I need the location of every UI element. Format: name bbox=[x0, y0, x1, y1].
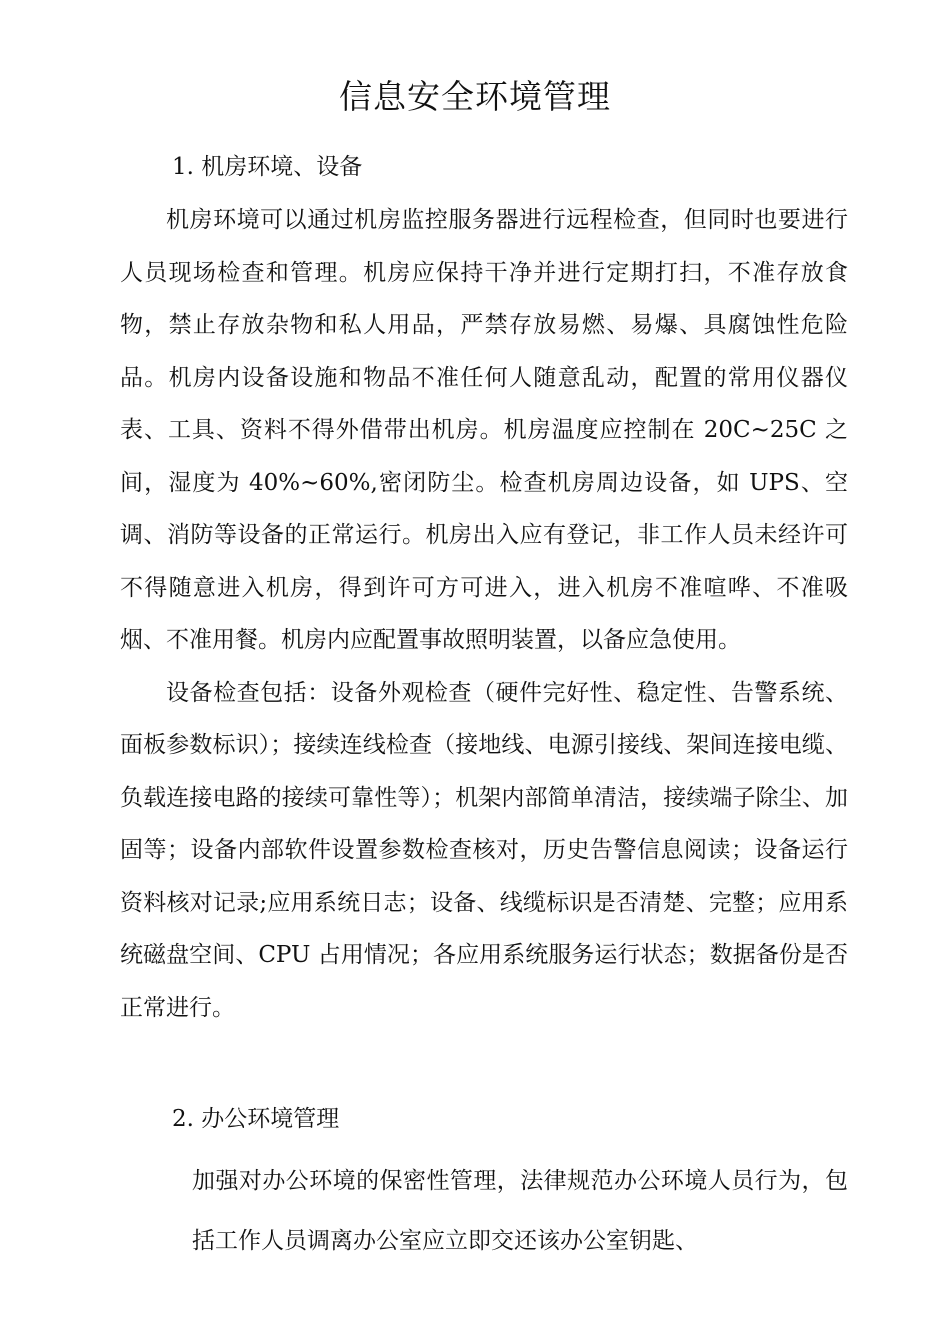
section-1-body bbox=[120, 194, 848, 1034]
document-title: 信息安全环境管理 bbox=[339, 77, 611, 116]
paragraph-machine-room: 机房环境可以通过机房监控服务器进行远程检查，但同时也要进行人员现场检查和管理。机房应保持干净并进行定期打扫，不准存放食物，禁止存放杂物和私人用品，严禁存放易燃、易爆、具腐蚀性危险品。机房内设备设施和物品不准任何人随意乱动，配置的常用仪器仪表、工具、资料不得外借带出机房。机房温度应控制在 20C~25C 之间，湿度为 40%~60%,密闭防尘。检查机房周边设备，如 UPS、空调、消防等设备的正常运行。机房出入应有登记，非工作人员未经许可不得随意进入机房，得到许可方可进入，进入机房不准喧哗、不准吸烟、不准用餐。机房内应配置事故照明装置，以备应急使用。 bbox=[120, 207, 848, 653]
section-heading-2: 2. 办公环境管理 bbox=[172, 1106, 340, 1132]
section-heading-1: 1. 机房环境、设备 bbox=[172, 154, 363, 180]
paragraph-equipment-check: 设备检查包括：设备外观检查（硬件完好性、稳定性、告警系统、面板参数标识）；接续连线检查（接地线、电源引接线、架间连接电缆、负载连接电路的接续可靠性等）；机架内部简单清洁，接续端子除尘、加固等；设备内部软件设置参数检查核对，历史告警信息阅读；设备运行资料核对记录;应用系统日志；设备、线缆标识是否清楚、完整；应用系统磁盘空间、CPU 占用情况；各应用系统服务运行状态；数据备份是否正常进行。 bbox=[120, 679, 848, 1021]
paragraph-office-environment: 加强对办公环境的保密性管理，法律规范办公环境人员行为，包括工作人员调离办公室应立即交还该办公室钥匙、 bbox=[192, 1168, 848, 1254]
